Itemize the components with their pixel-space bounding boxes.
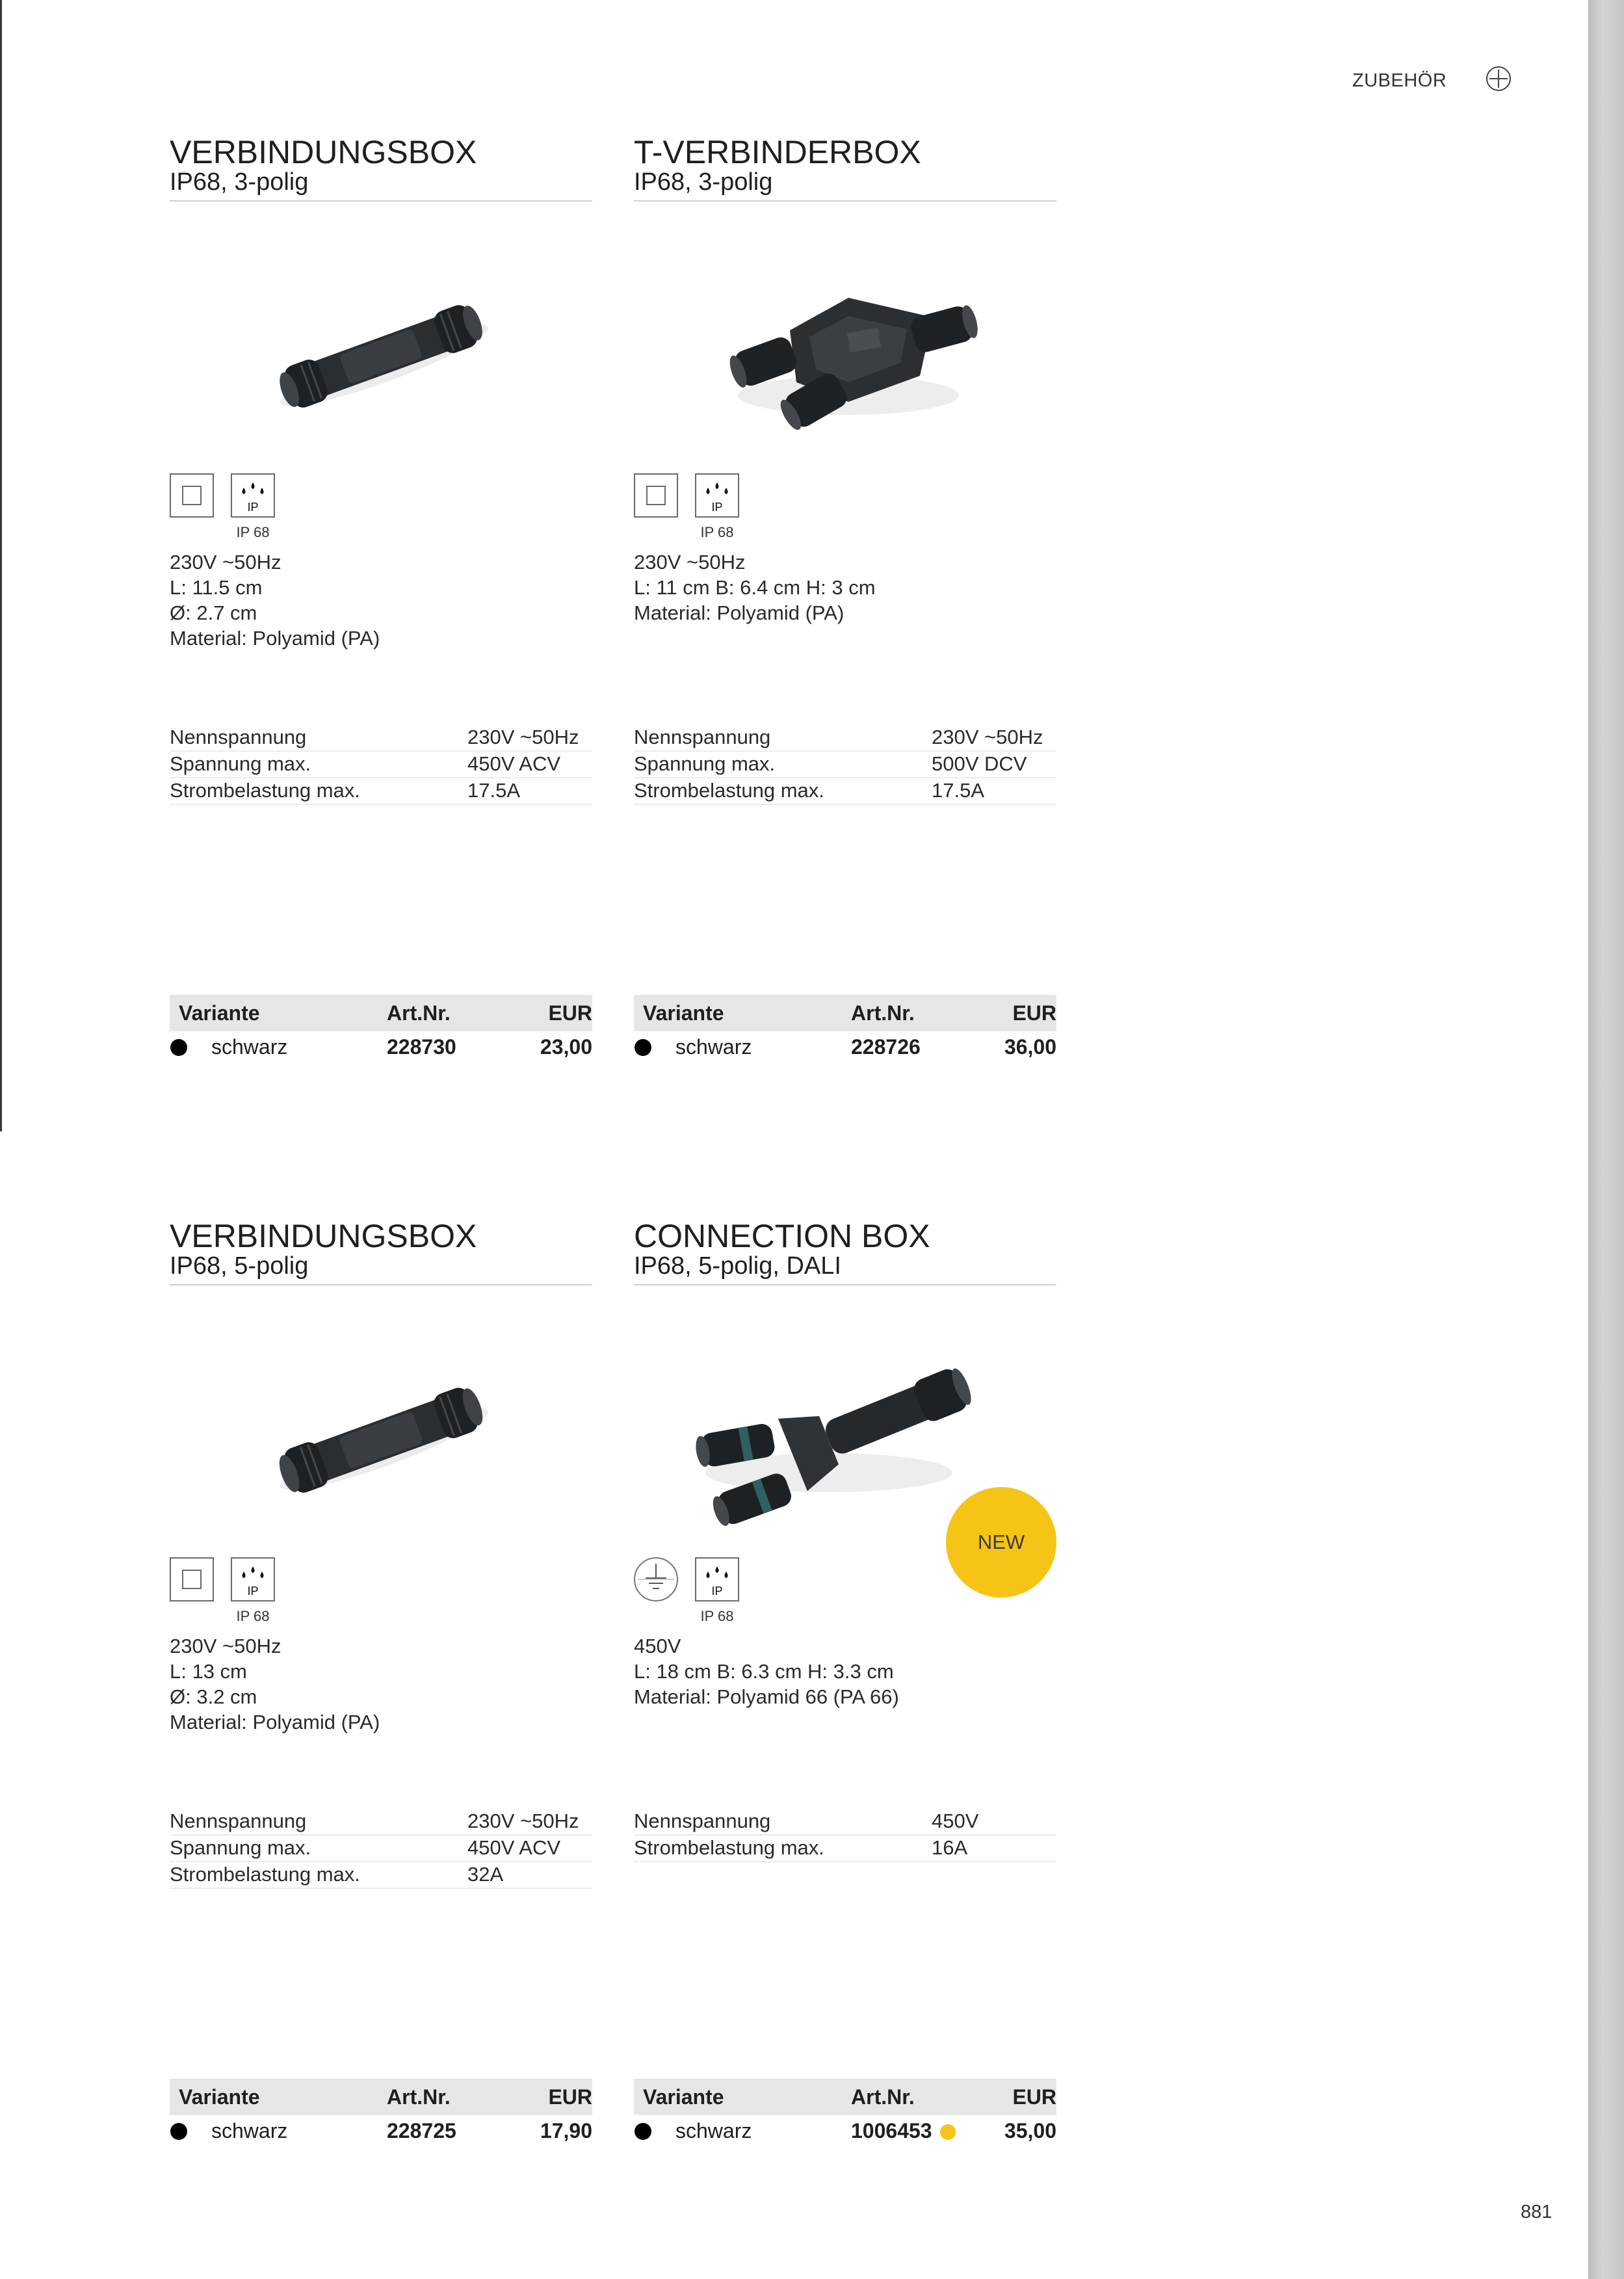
article-number: 228725	[387, 2119, 456, 2142]
svg-text:IP: IP	[247, 501, 259, 514]
new-marker-dot	[940, 2124, 956, 2140]
spec-line: Material: Polyamid 66 (PA 66)	[634, 1685, 899, 1708]
protective-earth-icon	[634, 1557, 678, 1601]
color-swatch	[170, 1039, 187, 1056]
svg-text:IP: IP	[711, 501, 723, 514]
variant-row[interactable]	[634, 2115, 1056, 2146]
spec-line: 450V	[634, 1635, 681, 1657]
variant-table-header	[170, 2079, 592, 2115]
column-price: EUR	[1012, 1001, 1056, 1025]
spec-line: L: 18 cm B: 6.3 cm H: 3.3 cm	[634, 1660, 894, 1683]
tech-label: Nennspannung	[170, 726, 307, 748]
variant-table	[634, 2079, 1056, 2146]
tech-value: 32A	[467, 1863, 504, 1886]
tech-label: Spannung max.	[634, 752, 776, 775]
spec-line: L: 13 cm	[170, 1660, 247, 1683]
ip-rating-caption: IP 68	[700, 524, 734, 540]
tech-row	[634, 778, 1056, 805]
technical-data-table	[634, 725, 1056, 805]
tech-label: Strombelastung max.	[170, 779, 360, 802]
ip-rating-caption: IP 68	[236, 524, 270, 540]
tech-label: Nennspannung	[634, 1810, 771, 1832]
variant-row[interactable]	[170, 1031, 592, 1062]
symbol-icons	[634, 473, 829, 545]
ip68-drops-icon	[231, 473, 275, 518]
tech-row	[634, 1836, 1056, 1862]
price: 36,00	[1004, 1035, 1056, 1059]
ip-rating-caption: IP 68	[236, 1608, 270, 1624]
spec-line: 230V ~50Hz	[170, 551, 282, 573]
price: 23,00	[540, 1035, 592, 1059]
tech-row	[170, 725, 592, 752]
column-variant: Variante	[179, 2085, 260, 2109]
circle-plus-icon[interactable]	[1486, 66, 1512, 92]
variant-name: schwarz	[675, 1035, 752, 1059]
ip68-drops-icon	[695, 1557, 739, 1601]
variant-table	[170, 2079, 592, 2146]
tech-value: 230V ~50Hz	[467, 726, 579, 748]
ip68-drops-icon	[695, 473, 739, 518]
product-card-verbindungsbox-3pol	[170, 134, 592, 1059]
product-subtitle: IP68, 3-polig	[634, 168, 773, 196]
tech-value: 16A	[932, 1836, 968, 1859]
color-swatch	[635, 2123, 651, 2140]
variant-table-header	[634, 995, 1056, 1031]
column-art-nr: Art.Nr.	[851, 2085, 915, 2109]
spec-line: 230V ~50Hz	[170, 1635, 282, 1657]
product-image	[634, 246, 1056, 460]
tech-label: Strombelastung max.	[634, 1836, 824, 1859]
title-divider	[170, 1284, 592, 1285]
page-number: 881	[1521, 2202, 1552, 2222]
tech-row	[634, 1809, 1056, 1836]
product-subtitle: IP68, 5-polig	[170, 1252, 309, 1280]
product-title: T-VERBINDERBOX	[634, 134, 921, 170]
ip68-drops-icon	[231, 1557, 275, 1601]
new-badge: NEW	[946, 1487, 1056, 1598]
product-image	[170, 246, 592, 460]
variant-name: schwarz	[675, 2119, 752, 2142]
variant-name: schwarz	[211, 2119, 288, 2142]
tech-value: 230V ~50Hz	[932, 726, 1043, 748]
article-number: 228730	[387, 1035, 456, 1059]
article-number: 228726	[851, 1035, 921, 1059]
technical-data-table	[170, 725, 592, 805]
tech-row	[170, 1809, 592, 1836]
symbol-icons	[170, 1557, 365, 1629]
symbol-icons	[634, 1557, 829, 1629]
product-subtitle: IP68, 3-polig	[170, 168, 309, 196]
spec-line: Material: Polyamid (PA)	[634, 601, 845, 624]
tech-row	[170, 1862, 592, 1889]
title-divider	[170, 200, 592, 202]
spec-line: 230V ~50Hz	[634, 551, 746, 573]
tech-row	[634, 725, 1056, 752]
article-number: 1006453	[851, 2119, 932, 2142]
section-label: ZUBEHÖR	[1352, 70, 1447, 91]
spec-line: L: 11.5 cm	[170, 576, 263, 599]
spec-line: Material: Polyamid (PA)	[170, 1711, 380, 1733]
tech-value: 450V ACV	[467, 752, 561, 775]
product-card-connection-box	[634, 1218, 1056, 2142]
tech-row	[170, 778, 592, 805]
svg-text:IP: IP	[711, 1585, 723, 1598]
product-specs	[634, 1633, 1056, 1709]
tech-row	[170, 752, 592, 778]
price: 17,90	[540, 2119, 592, 2142]
page-edge-strip	[1588, 0, 1624, 2279]
tech-label: Strombelastung max.	[170, 1863, 360, 1886]
column-price: EUR	[548, 2085, 592, 2109]
product-card-verbindungsbox-5pol	[170, 1218, 592, 2142]
symbol-icons	[170, 473, 365, 545]
tech-value: 500V DCV	[932, 752, 1027, 775]
protection-class-square-icon	[634, 473, 678, 518]
variant-table	[170, 995, 592, 1062]
column-art-nr: Art.Nr.	[387, 1001, 451, 1025]
price: 35,00	[1004, 2119, 1056, 2142]
column-art-nr: Art.Nr.	[387, 2085, 451, 2109]
spec-line: Ø: 2.7 cm	[170, 601, 257, 624]
product-specs	[170, 1633, 592, 1735]
product-title: VERBINDUNGSBOX	[170, 134, 477, 170]
left-edge-rule	[0, 0, 2, 1131]
tech-value: 450V	[932, 1810, 979, 1832]
product-title: VERBINDUNGSBOX	[170, 1218, 477, 1254]
tech-label: Spannung max.	[170, 1836, 311, 1859]
variant-row[interactable]	[634, 1031, 1056, 1062]
column-variant: Variante	[643, 2085, 724, 2109]
product-card-t-verbinderbox	[634, 134, 1056, 1059]
tech-value: 17.5A	[467, 779, 521, 802]
variant-row[interactable]	[170, 2115, 592, 2146]
color-swatch	[635, 1039, 651, 1056]
article-number-cell	[851, 2115, 956, 2146]
tech-label: Nennspannung	[170, 1810, 307, 1832]
protection-class-square-icon	[170, 473, 214, 518]
tech-label: Nennspannung	[634, 726, 771, 748]
protection-class-square-icon	[170, 1557, 214, 1601]
column-variant: Variante	[643, 1001, 724, 1025]
tech-label: Strombelastung max.	[634, 779, 824, 802]
spec-line: Ø: 3.2 cm	[170, 1685, 257, 1708]
spec-line: L: 11 cm B: 6.4 cm H: 3 cm	[634, 576, 876, 599]
technical-data-table	[634, 1809, 1056, 1862]
tech-row	[634, 752, 1056, 778]
title-divider	[634, 200, 1056, 202]
svg-text:IP: IP	[247, 1585, 259, 1598]
variant-table	[634, 995, 1056, 1062]
variant-table-header	[634, 2079, 1056, 2115]
title-divider	[634, 1284, 1056, 1285]
column-art-nr: Art.Nr.	[851, 1001, 915, 1025]
product-specs	[170, 549, 592, 651]
spec-line: Material: Polyamid (PA)	[170, 627, 380, 650]
tech-value: 230V ~50Hz	[467, 1810, 579, 1832]
tech-value: 450V ACV	[467, 1836, 561, 1859]
product-subtitle: IP68, 5-polig, DALI	[634, 1252, 841, 1280]
ip-rating-caption: IP 68	[700, 1608, 734, 1624]
column-price: EUR	[548, 1001, 592, 1025]
variant-table-header	[170, 995, 592, 1031]
tech-label: Spannung max.	[170, 752, 311, 775]
technical-data-table	[170, 1809, 592, 1889]
product-image	[170, 1330, 592, 1544]
column-variant: Variante	[179, 1001, 260, 1025]
color-swatch	[170, 2123, 187, 2140]
product-specs	[634, 549, 1056, 626]
tech-value: 17.5A	[932, 779, 985, 802]
variant-name: schwarz	[211, 1035, 288, 1059]
product-title: CONNECTION BOX	[634, 1218, 930, 1254]
tech-row	[170, 1836, 592, 1862]
column-price: EUR	[1012, 2085, 1056, 2109]
